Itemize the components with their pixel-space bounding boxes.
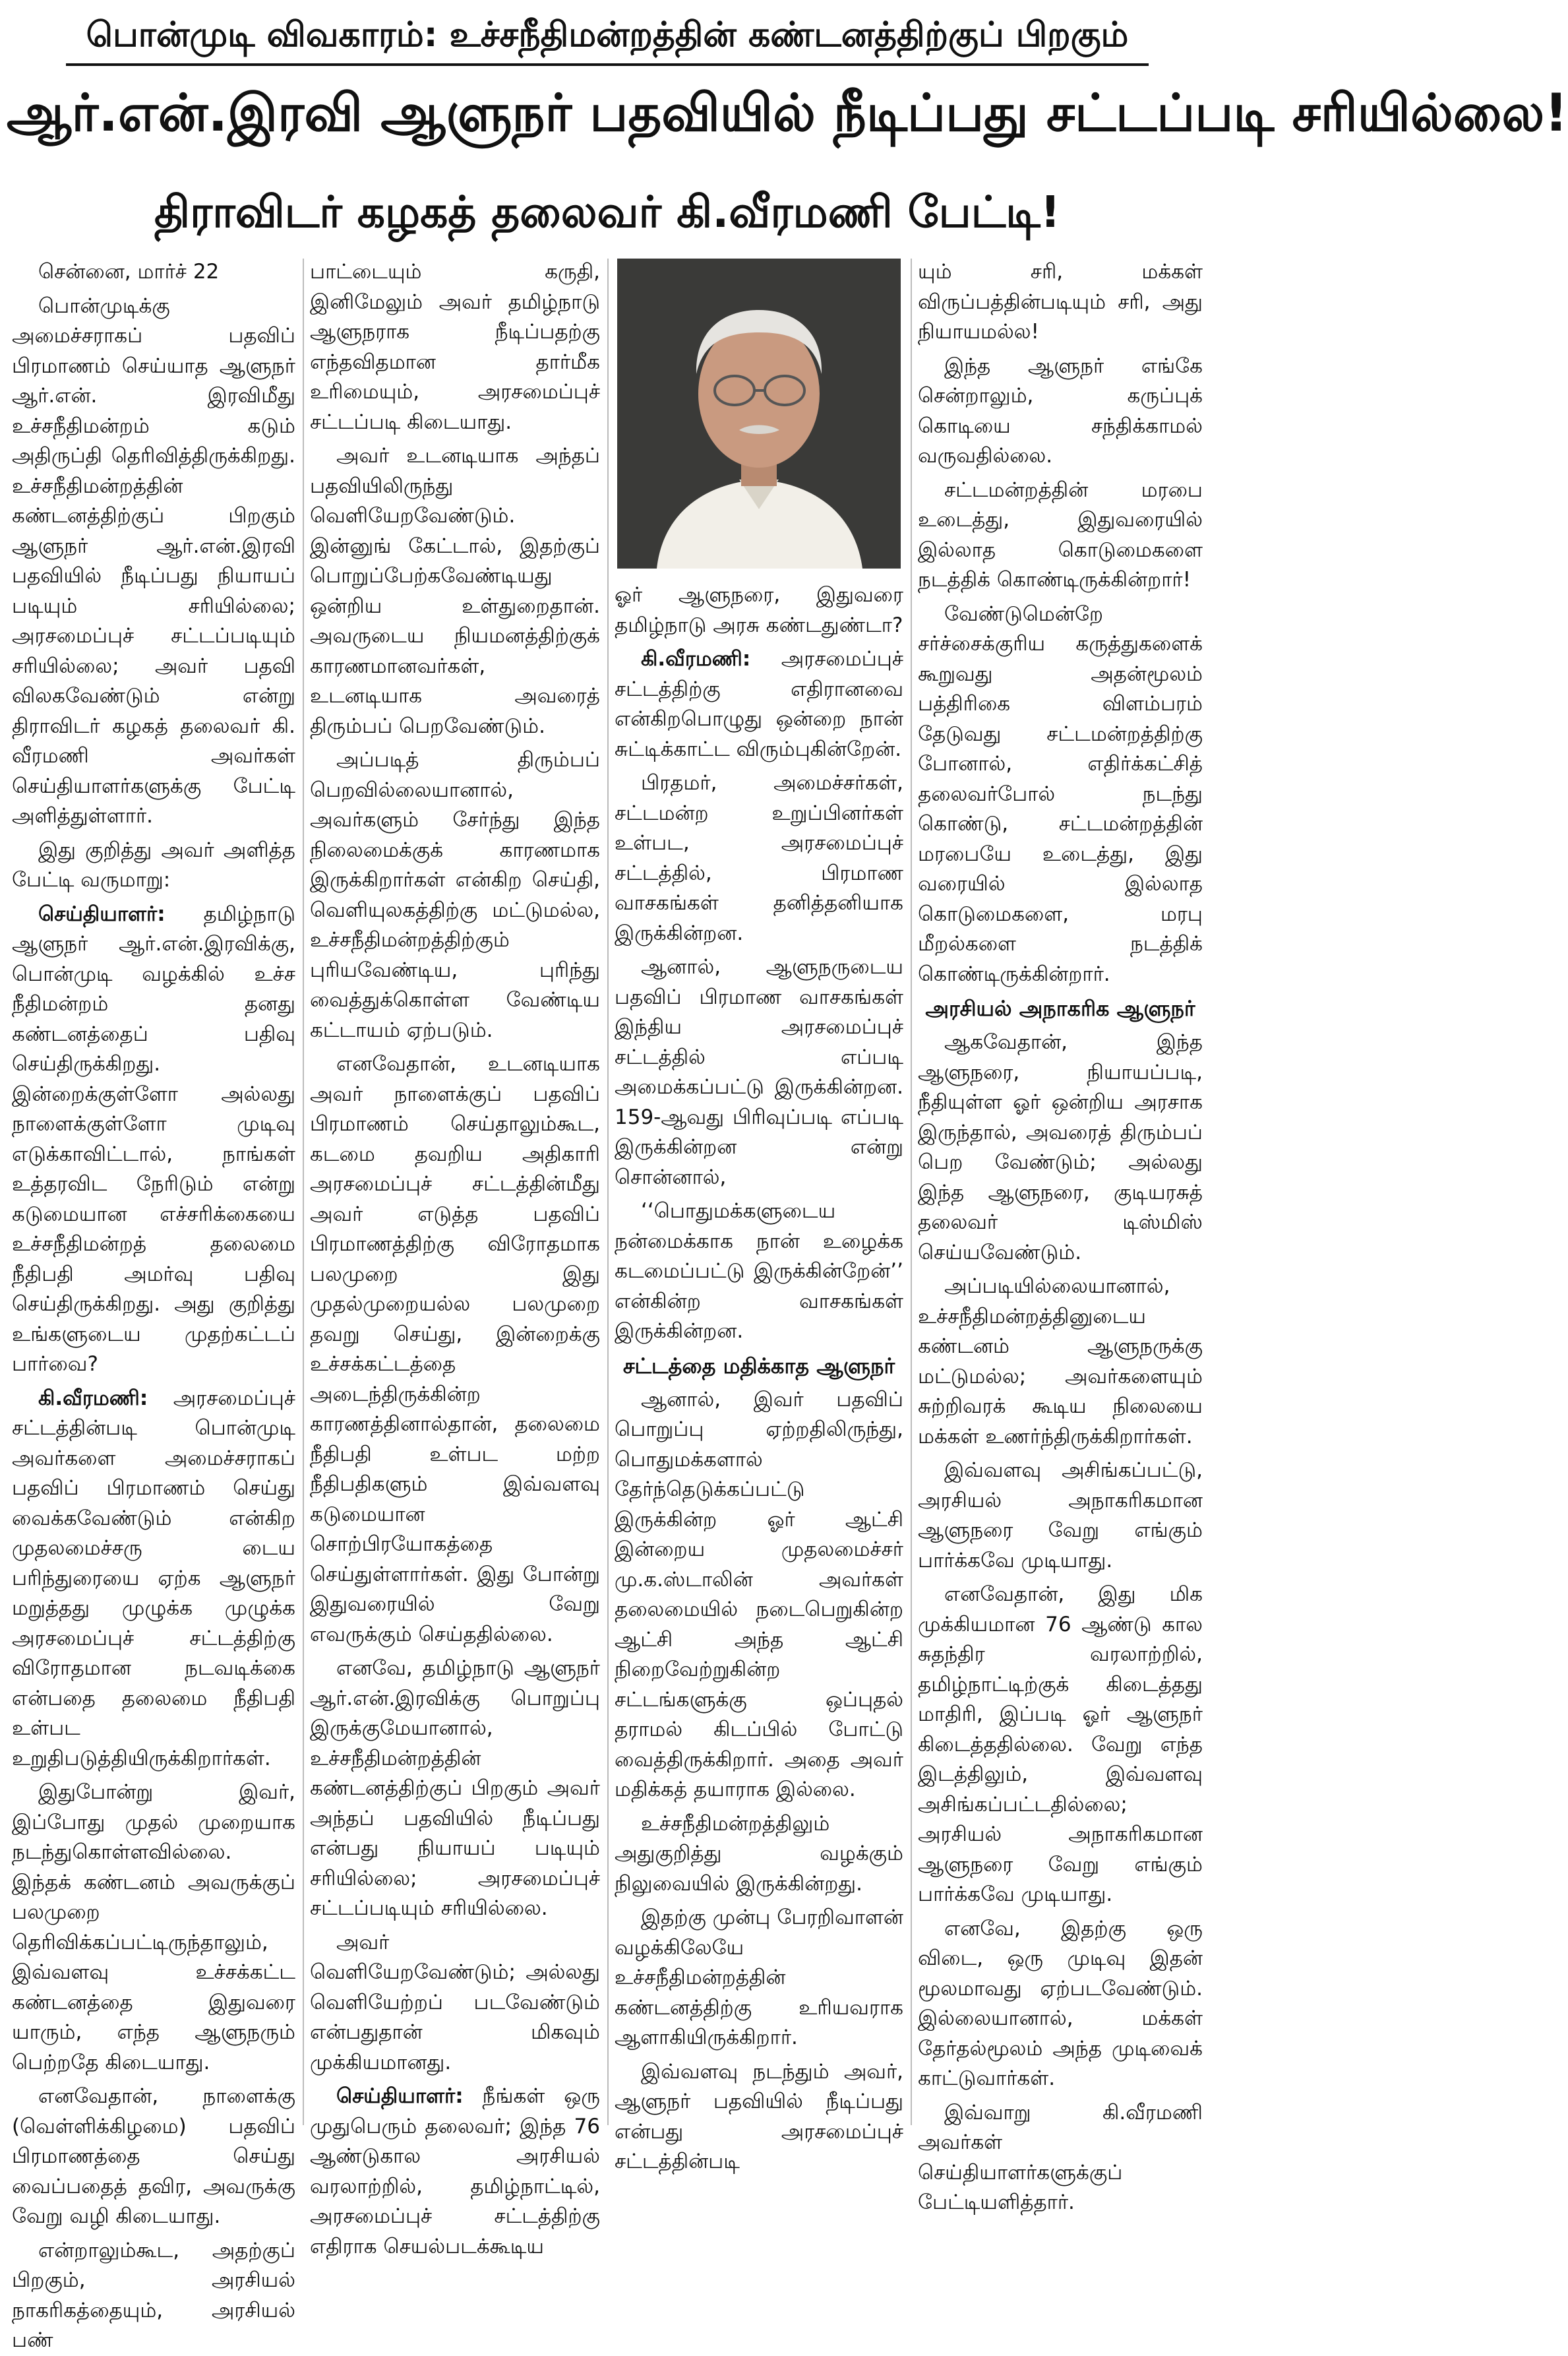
speaker-text: தமிழ்நாடு ஆளுநர் ஆர்.என்.இரவிக்கு, பொன்முடி வழக்கில் உச்ச நீதிமன்றம் தனது கண்டனத்தைப் பதிவு செய்திருக்கிறது. இன்றைக்குள்ளோ அல்லது நாளைக்குள்ளோ முடிவு எடுக்காவிட்டால், நாங்கள் உத்தரவிட நேரிடும் என்று கடுமையான எச்சரிக்கையை உச்சநீதிமன்றத் தலைமை நீதிபதி அமர்வு பதிவு செய்திருக்கிறது. அது குறித்து உங்களுடைய முதற்கட்டப் பார்வை? — [12, 902, 295, 1376]
body-paragraph: எனவேதான், இது மிக முக்கியமான 76 ஆண்டு கால சுதந்திர வரலாற்றில், தமிழ்நாட்டிற்குக் கிடைத்தது மாதிரி, இப்படி ஓர் ஆளுநர் கிடைத்ததில்லை. வேறு எந்த இடத்திலும், இவ்வளவு அசிங்கப்பட்டதில்லை; அரசியல் அநாகரிகமான ஆளுநரை வேறு எங்கும் பார்க்கவே முடியாது. — [918, 1582, 1203, 1906]
speaker-text: அரசமைப்புச் சட்டத்திற்கு எதிரானவை என்கிறபொழுது ஒன்றை நான் சுட்டிக்காட்ட விரும்புகின்றேன். — [615, 647, 903, 761]
body-paragraph: எனவே, இதற்கு ஒரு விடை, ஒரு முடிவு இதன் மூலமாவது ஏற்படவேண்டும். இல்லையானால், மக்கள் தேர்தல்மூலம் அந்த முடிவைக் காட்டுவார்கள். — [918, 1916, 1203, 2090]
kicker-line: பொன்முடி விவகாரம்: உச்சநீதிமன்றத்தின் கண்டனத்திற்குப் பிறகும் — [86, 15, 1129, 55]
body-paragraph: இதுபோன்று இவர், இப்போது முதல் முறையாக நடந்துகொள்ளவில்லை. இந்தக் கண்டனம் அவருக்குப் பலமுறை தெரிவிக்கப்பட்டிருந்தாலும், இவ்வளவு உச்சக்கட்ட கண்டனத்தை இதுவரை யாரும், எந்த ஆளுநரும் பெற்றதே கிடையாது. — [12, 1780, 295, 2074]
speaker-text: அரசமைப்புச் சட்டத்தின்படி பொன்முடி அவர்களை அமைச்சராகப் பதவிப் பிரமாணம் செய்து வைக்கவேண்டும் என்கிற முதலமைச்சரு டைய பரிந்துரையை ஏற்க ஆளுநர் மறுத்தது முழுக்க முழுக்க அரசமைப்புச் சட்டத்திற்கு விரோதமான நடவடிக்கை என்பதை தலைமை நீதிபதி உள்பட உறுதிபடுத்தியிருக்கிறார்கள். — [12, 1386, 295, 1770]
interview-paragraph — [12, 900, 295, 1380]
speaker-label: கி.வீரமணி: — [641, 647, 751, 671]
body-paragraph: இவ்வாறு கி.வீரமணி அவர்கள் செய்தியாளர்களுக்குப் பேட்டியளித்தார். — [918, 2100, 1203, 2214]
interview-paragraph — [310, 2082, 600, 2262]
body-paragraph: பாட்டையும் கருதி, இனிமேலும் அவர் தமிழ்நாடு ஆளுநராக நீடிப்பதற்கு எந்தவிதமான தார்மீக உரிமையும், அரசமைப்புச் சட்டப்படி கிடையாது. — [310, 260, 600, 434]
body-paragraph: வேண்டுமென்றே சர்ச்சைக்குரிய கருத்துகளைக் கூறுவது அதன்மூலம் பத்திரிகை விளம்பரம் தேடுவது சட்டமன்றத்திற்கு போனால், எதிர்க்கட்சித் தலைவர்போல் நடந்து கொண்டு, சட்டமன்றத்தின் மரபையே உடைத்து, இது வரையில் இல்லாத கொடுமைகளை, மரபு மீறல்களை நடத்திக் கொண்டிருக்கின்றார். — [918, 602, 1203, 986]
body-paragraph: இவ்வளவு நடந்தும் அவர், ஆளுநர் பதவியில் நீடிப்பது என்பது அரசமைப்புச் சட்டத்தின்படி — [615, 2059, 903, 2173]
body-paragraph: அவர் வெளியேறவேண்டும்; அல்லது வெளியேற்றப் படவேண்டும் என்பதுதான் மிகவும் முக்கியமானது. — [310, 1930, 600, 2074]
body-paragraph: அப்படித் திரும்பப் பெறவில்லையானால், அவர்களும் சேர்ந்து இந்த நிலைமைக்குக் காரணமாக இருக்கிறார்கள் என்கிற செய்தி, வெளியுலகத்திற்கு மட்டுமல்ல, உச்சநீதிமன்றத்திற்கும் புரியவேண்டிய, புரிந்து வைத்துக்கொள்ள வேண்டிய கட்டாயம் ஏற்படும். — [310, 748, 600, 1042]
body-paragraph: எனவேதான், நாளைக்கு (வெள்ளிக்கிழமை) பதவிப் பிரமாணத்தை செய்து வைப்பதைத் தவிர, அவருக்கு வேறு வழி கிடையாது. — [12, 2084, 295, 2228]
portrait-illustration — [617, 259, 901, 569]
column-divider — [303, 259, 304, 2125]
section-subheading: சட்டத்தை மதிக்காத ஆளுநர் — [622, 1353, 895, 1379]
body-paragraph: சட்டமன்றத்தின் மரபை உடைத்து, இதுவரையில் இல்லாத கொடுமைகளை நடத்திக் கொண்டிருக்கின்றார்! — [918, 478, 1203, 592]
body-paragraph: சென்னை, மார்ச் 22 — [38, 260, 220, 284]
speaker-label: செய்தியாளர்: — [38, 902, 166, 926]
body-paragraph: இந்த ஆளுநர் எங்கே சென்றாலும், கருப்புக் கொடியை சந்திக்காமல் வருவதில்லை. — [918, 354, 1203, 468]
body-paragraph: பொன்முடிக்கு அமைச்சராகப் பதவிப் பிரமாணம் செய்யாத ஆளுநர் ஆர்.என். இரவிமீது உச்சநீதிமன்றம் கடும் அதிருப்தி தெரிவித்திருக்கிறது. உச்சநீதிமன்றத்தின் கண்டனத்திற்குப் பிறகும் ஆளுநர் ஆர்.என்.இரவி பதவியில் நீடிப்பது நியாயப் படியும் சரியில்லை; அரசமைப்புச் சட்டப்படியும் சரியில்லை; அவர் பதவி விலகவேண்டும் என்று திராவிடர் கழகத் தலைவர் கி. வீரமணி அவர்கள் செய்தியாளர்களுக்கு பேட்டி அளித்துள்ளார். — [12, 294, 295, 828]
body-paragraph: எனவே, தமிழ்நாடு ஆளுநர் ஆர்.என்.இரவிக்கு பொறுப்பு இருக்குமேயானால், உச்சநீதிமன்றத்தின் கண்டனத்திற்குப் பிறகும் அவர் அந்தப் பதவியில் நீடிப்பது என்பது நியாயப் படியும் சரியில்லை; அரசமைப்புச் சட்டப்படியும் சரியில்லை. — [310, 1656, 600, 1920]
column-divider — [911, 259, 912, 2125]
body-paragraph: இவ்வளவு அசிங்கப்பட்டு, அரசியல் அநாகரிகமான ஆளுநரை வேறு எங்கும் பார்க்கவே முடியாது. — [918, 1458, 1203, 1572]
article-column-3 — [615, 580, 903, 2173]
article-column-4 — [918, 257, 1203, 2214]
body-paragraph: இதற்கு முன்பு பேரறிவாளன் வழக்கிலேயே உச்சநீதிமன்றத்தின் கண்டனத்திற்கு உரியவராக ஆளாகியிருக்கிறார். — [615, 1906, 903, 2049]
article-column-1 — [12, 257, 295, 2352]
speaker-label: கி.வீரமணி: — [38, 1386, 148, 1410]
body-paragraph: இது குறித்து அவர் அளித்த பேட்டி வருமாறு: — [12, 838, 295, 892]
subheadline: திராவிடர் கழகத் தலைவர் கி.வீரமணி பேட்டி! — [154, 187, 1060, 237]
headline: ஆர்.என்.இரவி ஆளுநர் பதவியில் நீடிப்பது சட்டப்படி சரியில்லை! — [7, 84, 1568, 143]
speaker-text: நீங்கள் ஒரு முதுபெரும் தலைவர்; இந்த 76 ஆண்டுகால அரசியல் வரலாற்றில், தமிழ்நாட்டில், அரசமைப்புச் சட்டத்திற்கு எதிராக செயல்படக்கூடிய — [310, 2084, 600, 2258]
body-paragraph: எனவேதான், உடனடியாக அவர் நாளைக்குப் பதவிப் பிரமாணம் செய்தாலும்கூட, கடமை தவறிய அதிகாரி அரசமைப்புச் சட்டத்தின்மீது அவர் எடுத்த பதவிப் பிரமாணத்திற்கு விரோதமாக பலமுறை இது முதல்முறையல்ல பலமுறை தவறு செய்து, இன்றைக்கு உச்சக்கட்டத்தை அடைந்திருக்கின்ற காரணத்தினால்தான், தலைமை நீதிபதி உள்பட மற்ற நீதிபதிகளும் இவ்வளவு கடுமையான சொற்பிரயோகத்தை செய்துள்ளார்கள். இது போன்று இதுவரையில் வேறு எவருக்கும் செய்ததில்லை. — [310, 1052, 600, 1646]
body-paragraph: ‘‘பொதுமக்களுடைய நன்மைக்காக நான் உழைக்க கடமைப்பட்டு இருக்கின்றேன்’’ என்கின்ற வாசகங்கள் இருக்கின்றன. — [615, 1199, 903, 1343]
body-paragraph: பிரதமர், அமைச்சர்கள், சட்டமன்ற உறுப்பினர்கள் உள்பட, அரசமைப்புச் சட்டத்தில், பிரமாண வாசகங்கள் தனித்தனியாக இருக்கின்றன. — [615, 771, 903, 945]
speaker-label: செய்தியாளர்: — [336, 2084, 464, 2108]
body-paragraph: உச்சநீதிமன்றத்திலும் அதுகுறித்து வழக்கும் நிலுவையில் இருக்கின்றது. — [615, 1811, 903, 1896]
column-divider — [607, 259, 609, 2125]
portrait-photo — [617, 259, 901, 569]
interview-paragraph — [12, 1384, 295, 1774]
body-paragraph: அவர் உடனடியாக அந்தப் பதவியிலிருந்து வெளியேறவேண்டும். இன்னுங் கேட்டால், இதற்குப் பொறுப்பேற்கவேண்டியது ஒன்றிய உள்துறைதான். அவருடைய நியமனத்திற்குக் காரணமானவர்கள், உடனடியாக அவரைத் திரும்பப் பெறவேண்டும். — [310, 444, 600, 738]
body-paragraph: ஆகவேதான், இந்த ஆளுநரை, நியாயப்படி, நீதியுள்ள ஓர் ஒன்றிய அரசாக இருந்தால், அவரைத் திரும்பப் பெற வேண்டும்; அல்லது இந்த ஆளுநரை, குடியரசுத் தலைவர் டிஸ்மிஸ் செய்யவேண்டும். — [918, 1030, 1203, 1264]
interview-paragraph — [615, 644, 903, 764]
body-paragraph: ஓர் ஆளுநரை, இதுவரை தமிழ்நாடு அரசு கண்டதுண்டா? — [615, 583, 903, 637]
body-paragraph: அப்படியில்லையானால், உச்சநீதிமன்றத்தினுடைய கண்டனம் ஆளுநருக்கு மட்டுமல்ல; அவர்களையும் சுற்றிவரக் கூடிய நிலையை மக்கள் உணர்ந்திருக்கிறார்கள். — [918, 1274, 1203, 1448]
body-paragraph: ஆனால், இவர் பதவிப் பொறுப்பு ஏற்றதிலிருந்து, பொதுமக்களால் தேர்ந்தெடுக்கப்பட்டு இருக்கின்ற ஓர் ஆட்சி இன்றைய முதலமைச்சர் மு.க.ஸ்டாலின் அவர்கள் தலைமையில் நடைபெறுகின்ற ஆட்சி அந்த ஆட்சி நிறைவேற்றுகின்ற சட்டங்களுக்கு ஒப்புதல் தராமல் கிடப்பில் போட்டு வைத்திருக்கிறார். அதை அவர் மதிக்கத் தயாராக இல்லை. — [615, 1387, 903, 1801]
article-column-2 — [310, 257, 600, 2258]
body-paragraph: என்றாலும்கூட, அதற்குப் பிறகும், அரசியல் நாகரிகத்தையும், அரசியல் பண் — [12, 2238, 295, 2352]
kicker-underline — [66, 63, 1149, 66]
body-paragraph: யும் சரி, மக்கள் விருப்பத்தின்படியும் சரி, அது நியாயமல்ல! — [918, 260, 1203, 344]
section-subheading: அரசியல் அநாகரிக ஆளுநர் — [925, 996, 1195, 1021]
body-paragraph: ஆனால், ஆளுநருடைய பதவிப் பிரமாண வாசகங்கள் இந்திய அரசமைப்புச் சட்டத்தில் எப்படி அமைக்கப்பட்டு இருக்கின்றன. 159-ஆவது பிரிவுப்படி எப்படி இருக்கின்றன என்று சொன்னால், — [615, 955, 903, 1189]
